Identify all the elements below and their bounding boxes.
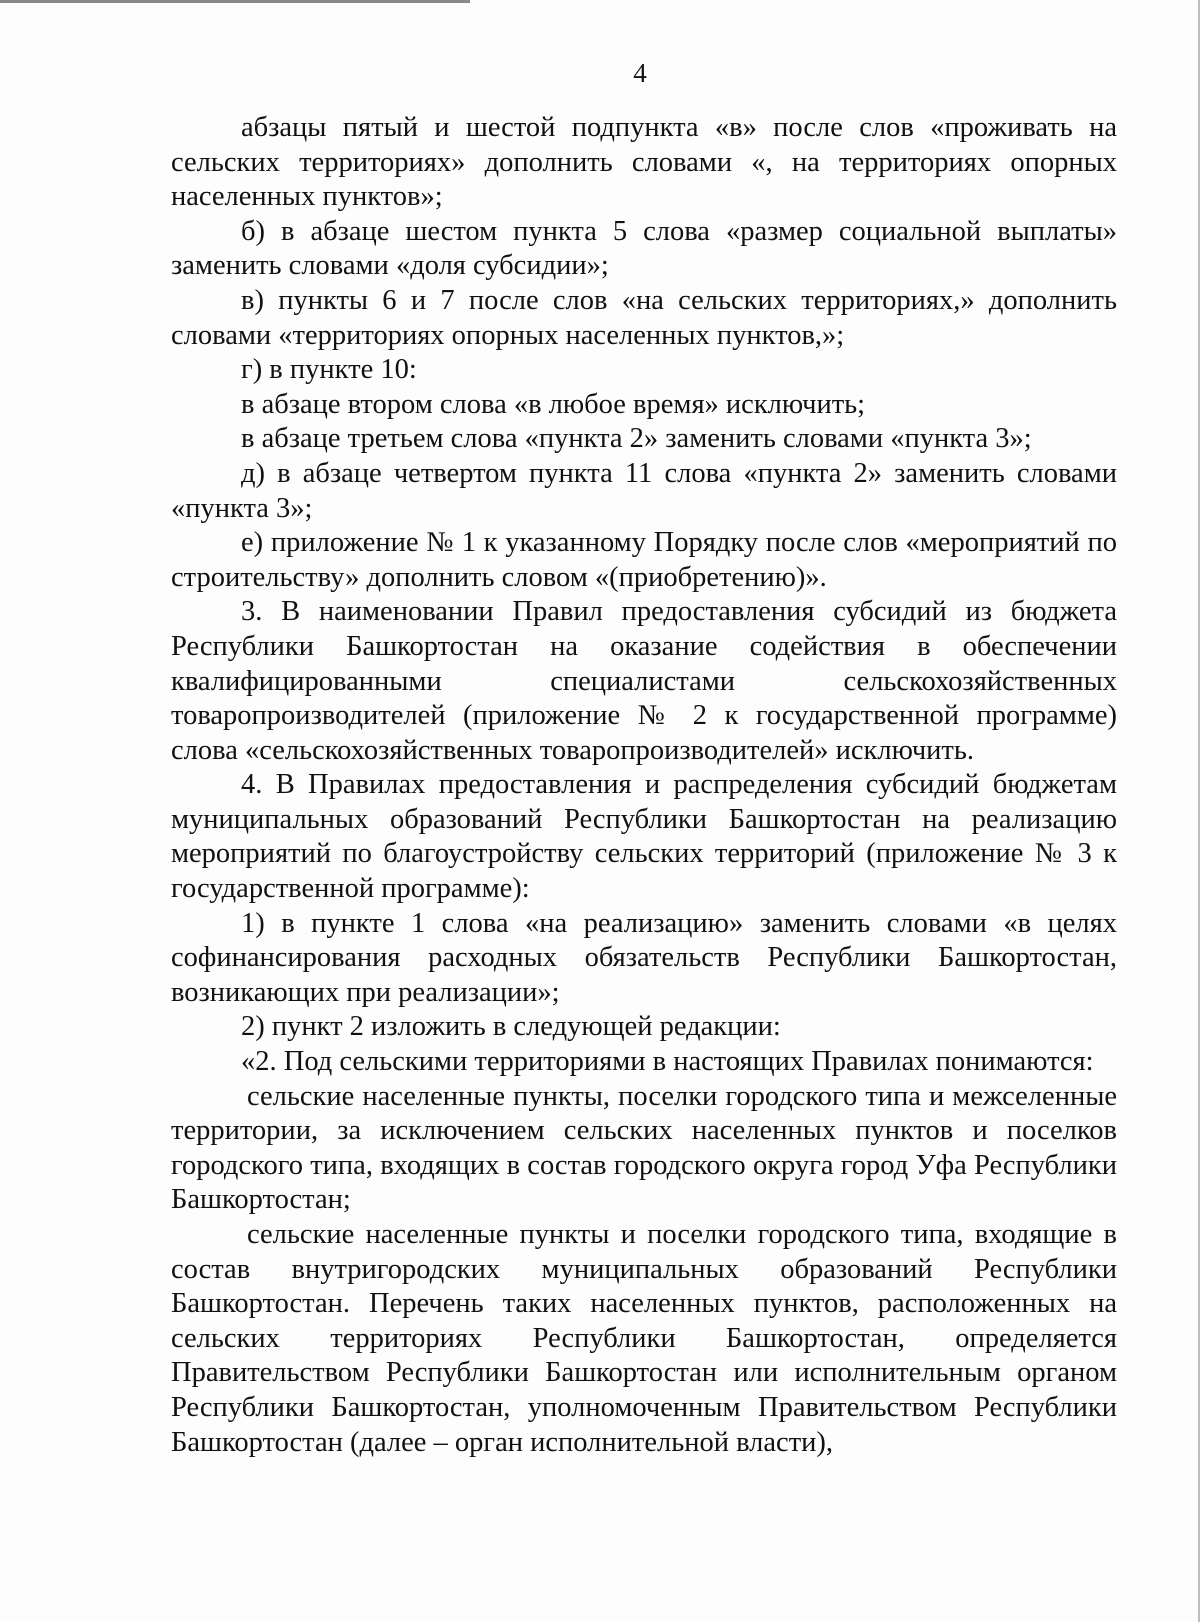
paragraph-item-g-2: в абзаце третьем слова «пункта 2» заменить словами «пункта 3»; xyxy=(241,423,1032,455)
paragraph-item-e: е) приложение № 1 к указанному Порядку после слов «мероприятий по строительству» дополнить словом «(приобретению)». xyxy=(171,527,1117,593)
paragraph-item-g-1: в абзаце втором слова «в любое время» исключить; xyxy=(241,388,866,420)
paragraph-amendment-abzacy: абзацы пятый и шестой подпункта «в» после слов «проживать на сельских территориях» дополнить словами «, на территориях опорных населенных пунктов»; xyxy=(171,112,1117,213)
document-body xyxy=(171,111,1117,1460)
paragraph-item-v: в) пункты 6 и 7 после слов «на сельских территориях,» дополнить словами «территориях опорных населенных пунктов,»; xyxy=(171,284,1117,351)
paragraph-rural-settlements: сельские населенные пункты, поселки городского типа и межселенные территории, за исключением сельских населенных пунктов и поселков городского типа, входящих в состав городского округа город Уфа Республики Башкортостан; xyxy=(171,1080,1117,1216)
paragraph-section-4-item-2: 2) пункт 2 изложить в следующей редакции: xyxy=(241,1011,781,1043)
paragraph-section-3: 3. В наименовании Правил предоставления субсидий из бюджета Республики Башкортостан на оказание содействия в обеспечении квалифицированными специалистами сельскохозяйственных товаропроизводителей (приложение № 2 к государственной программе) слова «сельскохозяйственных товаропроизводителей» исключить. xyxy=(171,596,1117,766)
scan-edge-top xyxy=(0,0,470,3)
paragraph-section-4-item-1: 1) в пункте 1 слова «на реализацию» заменить словами «в целях софинансирования расходных обязательств Республики Башкортостан, возникающих при реализации»; xyxy=(171,907,1117,1008)
paragraph-item-b: б) в абзаце шестом пункта 5 слова «размер социальной выплаты» заменить словами «доля субсидии»; xyxy=(171,215,1117,282)
paragraph-section-4: 4. В Правилах предоставления и распределения субсидий бюджетам муниципальных образований Республики Башкортостан на реализацию мероприятий по благоустройству сельских территорий (приложение № 3 к государственной программе): xyxy=(171,769,1117,905)
page-number: 4 xyxy=(633,58,647,88)
paragraph-new-point-2: «2. Под сельскими территориями в настоящих Правилах понимаются: xyxy=(241,1046,1094,1078)
paragraph-item-g: г) в пункте 10: xyxy=(241,354,417,386)
paragraph-item-d: д) в абзаце четвертом пункта 11 слова «пункта 2» заменить словами «пункта 3»; xyxy=(171,457,1117,524)
paragraph-urban-districts: сельские населенные пункты и поселки городского типа, входящие в состав внутригородских муниципальных образований Республики Башкортостан. Перечень таких населенных пунктов, расположенных на сельских территориях Республики Башкортостан, определяется Правительством Республики Башкортостан или исполнительным органом Республики Башкортостан, уполномоченным Правительством Республики Башкортостан (далее – орган исполнительной власти), xyxy=(171,1219,1117,1458)
